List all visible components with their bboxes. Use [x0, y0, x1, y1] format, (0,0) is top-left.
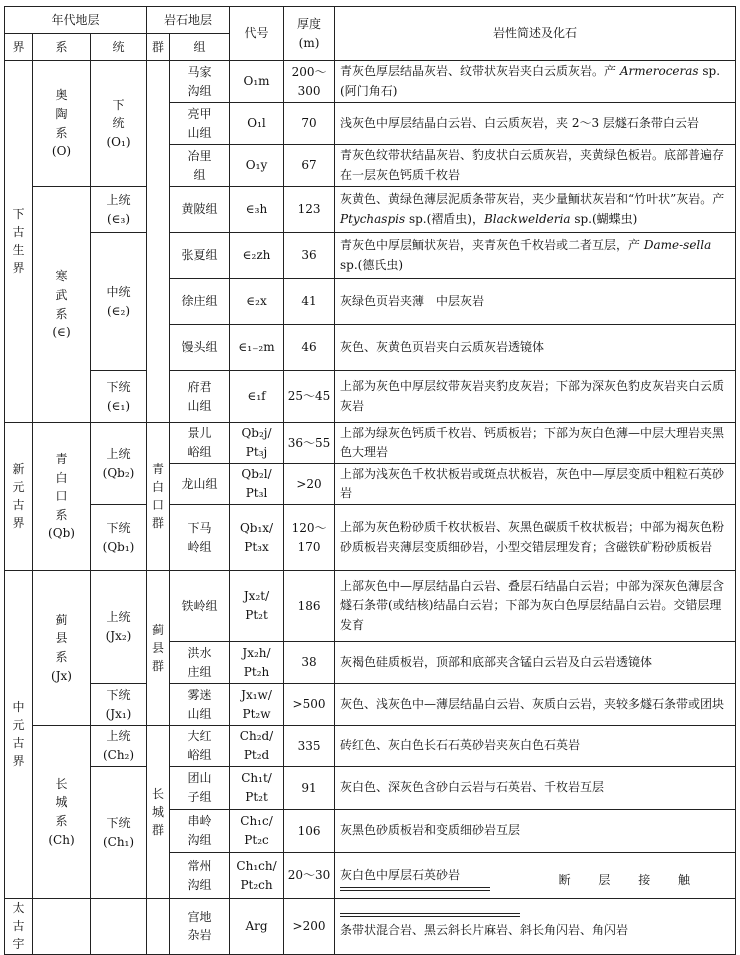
fault-contact-line: 灰白色中厚层石英砂岩 断 层 接 触	[340, 861, 732, 891]
table-row	[5, 371, 736, 423]
formation-code: ∈₃h	[230, 187, 284, 233]
table-row	[5, 61, 736, 103]
erathem-mesoproterozoic: 中元古界	[5, 571, 33, 899]
formation-description: 砖红色、灰白色长石石英砂岩夹灰白色石英岩	[335, 726, 736, 767]
formation-thickness: >200	[284, 899, 335, 955]
formation-name: 宫地 杂岩	[170, 899, 230, 955]
table-row	[5, 684, 736, 726]
erathem-neoproterozoic: 新元古界	[5, 423, 33, 571]
formation-description: 条带状混合岩、黑云斜长片麻岩、斜长角闪岩、角闪岩	[335, 899, 736, 955]
group-empty	[147, 61, 170, 423]
header-label: 年代地层	[51, 12, 100, 27]
formation-name: 雾迷 山组	[170, 684, 230, 726]
formation-name: 大红 峪组	[170, 726, 230, 767]
formation-description: 灰色、灰黄色页岩夹白云质灰岩透镜体	[335, 325, 736, 371]
formation-thickness: 36～55	[284, 423, 335, 464]
header-xi: 系	[33, 34, 91, 61]
formation-code: O₁l	[230, 103, 284, 145]
formation-description: 上部为灰色粉砂质千枚状板岩、灰黑色碳质千枚状板岩；中部为褐灰色粉砂质板岩夹薄层变质细砂岩，小型交错层理发育；含磁铁矿粉砂质板岩	[335, 505, 736, 571]
formation-description: 灰色、浅灰色中—薄层结晶白云岩、灰质白云岩，夹较多燧石条带或团块	[335, 684, 736, 726]
group-changcheng: 长城群	[147, 726, 170, 899]
formation-thickness: 41	[284, 279, 335, 325]
system-qingbaikou: 青 白 口 系 (Qb)	[33, 423, 91, 571]
header-chronostratigraphy	[5, 7, 147, 34]
series-e3: 上统 (∈₃)	[91, 187, 147, 233]
formation-description: 灰褐色硅质板岩，顶部和底部夹含锰白云岩及白云岩透镜体	[335, 642, 736, 684]
group-jixian: 蓟县群	[147, 571, 170, 726]
series-ch2: 上统 (Ch₂)	[91, 726, 147, 767]
series-jx1: 下统 (Jx₁)	[91, 684, 147, 726]
header-description: 岩性简述及化石	[335, 7, 736, 61]
formation-code: Jx₂h/ Pt₂h	[230, 642, 284, 684]
formation-thickness: 70	[284, 103, 335, 145]
formation-name: 张夏组	[170, 233, 230, 279]
formation-description: 上部为浅灰色千枚状板岩或斑点状板岩，灰色中—厚层变质中粗粒石英砂岩	[335, 464, 736, 505]
formation-thickness: >500	[284, 684, 335, 726]
formation-name: 串岭 沟组	[170, 810, 230, 853]
erathem-lower-paleozoic: 下古生界	[5, 61, 33, 423]
formation-name: 团山 子组	[170, 767, 230, 810]
formation-code: Qb₂j/ Pt₃j	[230, 423, 284, 464]
formation-description: 灰黑色砂质板岩和变质细砂岩互层	[335, 810, 736, 853]
series-qb1: 下统 (Qb₁)	[91, 505, 147, 571]
fault-contact-label: 断 层 接 触	[558, 873, 703, 888]
formation-description: 上部为绿灰色钙质千枚岩、钙质板岩；下部为灰白色薄—中层大理岩夹黑色大理岩	[335, 423, 736, 464]
formation-thickness: 335	[284, 726, 335, 767]
table-row	[5, 423, 736, 464]
system-changcheng: 长 城 系 (Ch)	[33, 726, 91, 899]
erathem-archean: 太古宇	[5, 899, 33, 955]
formation-thickness: >20	[284, 464, 335, 505]
formation-code: O₁y	[230, 145, 284, 187]
series-ch1: 下统 (Ch₁)	[91, 767, 147, 899]
formation-code: Ch₁ch/ Pt₂ch	[230, 853, 284, 899]
formation-code: ∈₂x	[230, 279, 284, 325]
stratigraphic-table	[4, 6, 736, 955]
formation-code: Jx₁w/ Pt₂w	[230, 684, 284, 726]
formation-name: 马家 沟组	[170, 61, 230, 103]
table-row	[5, 187, 736, 233]
header-qun: 群	[147, 34, 170, 61]
series-empty	[91, 899, 147, 955]
series-jx2: 上统 (Jx₂)	[91, 571, 147, 684]
formation-code: Qb₁x/ Pt₃x	[230, 505, 284, 571]
formation-code: Ch₂d/ Pt₂d	[230, 726, 284, 767]
formation-name: 铁岭组	[170, 571, 230, 642]
formation-thickness: 120～170	[284, 505, 335, 571]
formation-name: 徐庄组	[170, 279, 230, 325]
table-row	[5, 505, 736, 571]
table-row	[5, 233, 736, 279]
system-cambrian: 寒 武 系 (∈)	[33, 187, 91, 423]
system-jixian: 蓟 县 系 (Jx)	[33, 571, 91, 726]
formation-name: 黄陂组	[170, 187, 230, 233]
formation-description	[335, 853, 736, 899]
header-label: 岩石地层	[164, 12, 213, 27]
formation-thickness: 106	[284, 810, 335, 853]
table-row	[5, 571, 736, 642]
formation-name: 馒头组	[170, 325, 230, 371]
formation-code: ∈₁₋₂m	[230, 325, 284, 371]
formation-code: Jx₂t/ Pt₂t	[230, 571, 284, 642]
formation-thickness: 25～45	[284, 371, 335, 423]
formation-thickness: 46	[284, 325, 335, 371]
formation-thickness: 91	[284, 767, 335, 810]
header-lithostratigraphy	[147, 7, 230, 34]
formation-description: 青灰色厚层结晶灰岩、纹带状灰岩夹白云质灰岩。产 Armeroceras sp.(阿门角石)	[335, 61, 736, 103]
series-e2: 中统 (∈₂)	[91, 233, 147, 371]
table-row	[5, 726, 736, 767]
series-o1: 下 统 (O₁)	[91, 61, 147, 187]
formation-code: Ch₁c/ Pt₂c	[230, 810, 284, 853]
formation-name: 冶里 组	[170, 145, 230, 187]
series-e1: 下统 (∈₁)	[91, 371, 147, 423]
table-row	[5, 767, 736, 810]
header-thickness: 厚度 (m)	[284, 7, 335, 61]
header-zu: 组	[170, 34, 230, 61]
formation-description: 青灰色纹带状结晶灰岩、豹皮状白云质灰岩，夹黄绿色板岩。底部普遍存在一层灰色钙质千枚岩	[335, 145, 736, 187]
table-row	[5, 899, 736, 955]
formation-code: ∈₂zh	[230, 233, 284, 279]
group-qingbaikou: 青白口群	[147, 423, 170, 571]
formation-thickness: 20～30	[284, 853, 335, 899]
formation-thickness: 36	[284, 233, 335, 279]
formation-thickness: 186	[284, 571, 335, 642]
formation-name: 常州 沟组	[170, 853, 230, 899]
formation-code: Qb₂l/ Pt₃l	[230, 464, 284, 505]
formation-thickness: 123	[284, 187, 335, 233]
formation-name: 景儿 峪组	[170, 423, 230, 464]
unconformity-line	[340, 913, 520, 917]
formation-thickness: 38	[284, 642, 335, 684]
group-empty	[147, 899, 170, 955]
formation-name: 洪水 庄组	[170, 642, 230, 684]
formation-thickness: 200～300	[284, 61, 335, 103]
formation-code: Ch₁t/ Pt₂t	[230, 767, 284, 810]
header-code: 代号	[230, 7, 284, 61]
formation-description: 浅灰色中厚层结晶白云岩、白云质灰岩，夹 2～3 层燧石条带白云岩	[335, 103, 736, 145]
formation-code: O₁m	[230, 61, 284, 103]
formation-name: 下马 岭组	[170, 505, 230, 571]
formation-name: 龙山组	[170, 464, 230, 505]
formation-thickness: 67	[284, 145, 335, 187]
formation-description: 灰绿色页岩夹薄 中层灰岩	[335, 279, 736, 325]
formation-description: 灰黄色、黄绿色薄层泥质条带灰岩，夹少量鲕状灰岩和“竹叶状”灰岩。产 Ptychaspis sp.(褶盾虫)，Blackwelderia sp.(蝴蝶虫)	[335, 187, 736, 233]
system-empty	[33, 899, 91, 955]
header-jie: 界	[5, 34, 33, 61]
formation-name: 亮甲 山组	[170, 103, 230, 145]
formation-code: Arg	[230, 899, 284, 955]
series-qb2: 上统 (Qb₂)	[91, 423, 147, 505]
formation-description: 上部灰色中—厚层结晶白云岩、叠层石结晶白云岩；中部为深灰色薄层含燧石条带(或结核)结晶白云岩；下部为灰白色厚层结晶白云岩。交错层理发育	[335, 571, 736, 642]
formation-description: 上部为灰色中厚层纹带灰岩夹豹皮灰岩；下部为深灰色豹皮灰岩夹白云质灰岩	[335, 371, 736, 423]
formation-description: 灰白色、深灰色含砂白云岩与石英岩、千枚岩互层	[335, 767, 736, 810]
system-ordovician: 奥 陶 系 (O)	[33, 61, 91, 187]
header-tong: 统	[91, 34, 147, 61]
formation-code: ∈₁f	[230, 371, 284, 423]
formation-description: 青灰色中厚层鲕状灰岩，夹青灰色千枚岩或二者互层，产 Dame-sella sp.(德氏虫)	[335, 233, 736, 279]
formation-name: 府君 山组	[170, 371, 230, 423]
